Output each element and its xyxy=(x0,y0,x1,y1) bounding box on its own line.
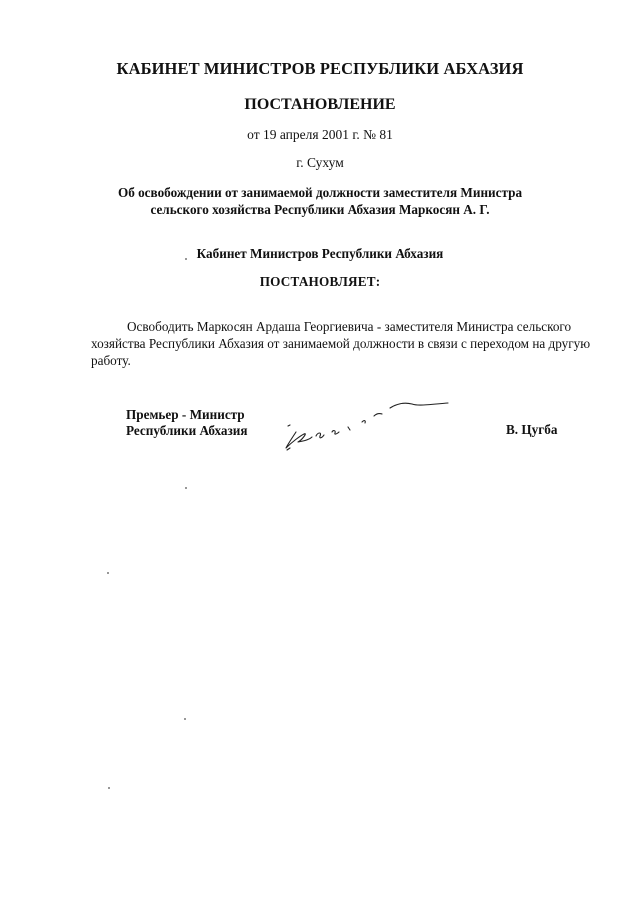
subject-line-2: сельского хозяйства Республики Абхазия Маркосян А. Г. xyxy=(150,202,490,217)
signer-title-line-2: Республики Абхазия xyxy=(126,423,248,438)
scan-speck xyxy=(185,487,187,489)
body-line-1: Освободить Маркосян Ардаша Георгиевича - заместителя Министра сельского xyxy=(127,319,572,334)
scan-speck xyxy=(108,787,110,789)
subject-line-1: Об освобождении от занимаемой должности заместителя Министра xyxy=(117,185,523,200)
scan-speck xyxy=(107,572,109,574)
handwritten-signature-icon xyxy=(278,392,458,462)
signer-title xyxy=(126,407,248,439)
decree-body xyxy=(91,318,591,369)
scan-speck xyxy=(185,258,187,260)
city: г. Сухум xyxy=(296,155,344,170)
body-line-2: хозяйства Республики Абхазия от занимаемой должности в связи с переходом на другую xyxy=(91,336,591,351)
document-type: ПОСТАНОВЛЕНИЕ xyxy=(244,96,396,113)
signer-title-line-1: Премьер - Министр xyxy=(126,407,245,422)
scan-speck xyxy=(184,718,186,720)
body-line-3: работу. xyxy=(91,353,131,368)
cabinet-name: Кабинет Министров Республики Абхазия xyxy=(196,246,444,261)
organization-title: КАБИНЕТ МИНИСТРОВ РЕСПУБЛИКИ АБХАЗИЯ xyxy=(116,59,524,78)
signer-name: В. Цугба xyxy=(506,422,558,437)
date-and-number: от 19 апреля 2001 г. № 81 xyxy=(247,127,393,142)
subject-heading xyxy=(0,184,640,218)
decree-word: ПОСТАНОВЛЯЕТ: xyxy=(259,274,381,289)
